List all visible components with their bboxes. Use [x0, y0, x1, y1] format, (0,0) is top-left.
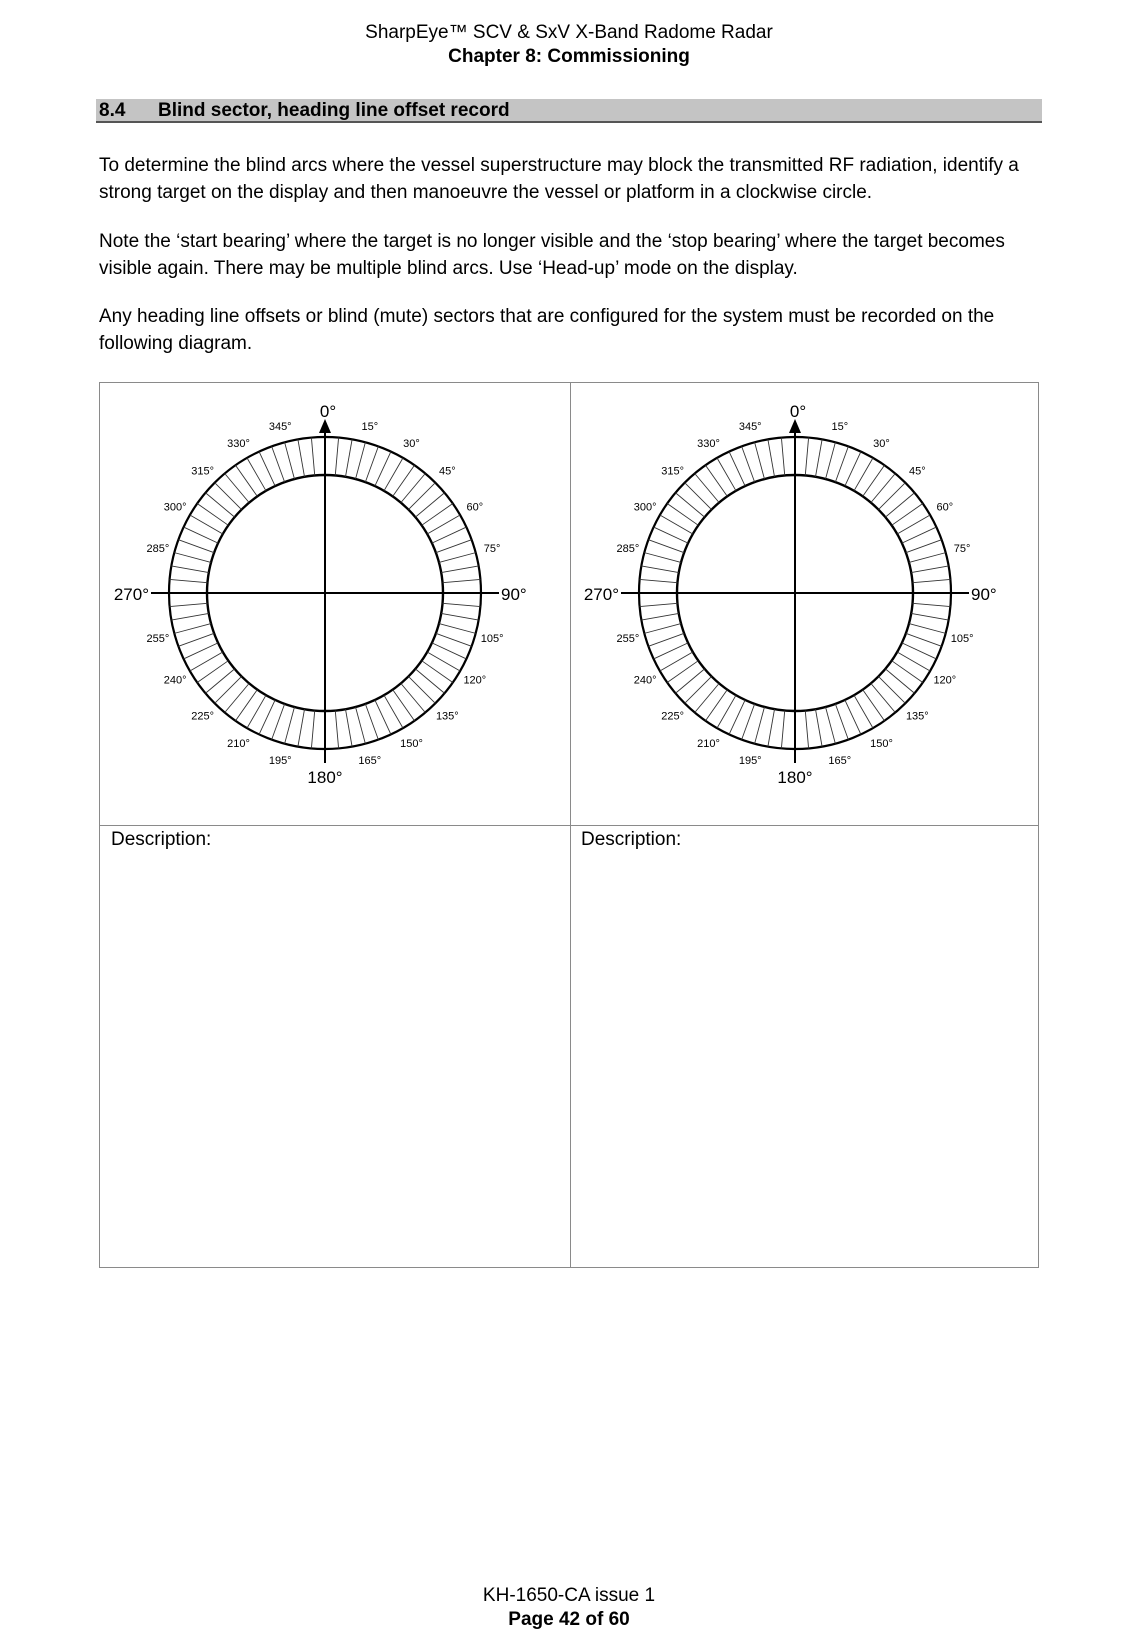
dial-tick-315: [685, 483, 712, 510]
dial-tick-275: [170, 579, 208, 582]
dial-tick-340: [272, 446, 285, 482]
dial-label-300: 300°: [633, 501, 657, 514]
dial-label-330: 330°: [227, 438, 250, 451]
dial-tick-185: [781, 711, 784, 749]
dial-tick-200: [272, 704, 285, 740]
dial-tick-290: [178, 540, 214, 553]
footer-page-number: Page 42 of 60: [508, 1609, 630, 1630]
dial-label-75: 75°: [953, 543, 971, 556]
dial-tick-280: [171, 566, 208, 573]
dial-label-150: 150°: [400, 737, 423, 750]
dial-tick-275: [640, 579, 678, 582]
dial-tick-335: [729, 452, 745, 486]
paragraph-blind-arcs: To determine the blind arcs where the vessel superstructure may block the transmitted RF radiation, identify a strong target on the display and then manoeuvre the vessel or platform in a clockwise circle.: [99, 155, 1019, 203]
dial-tick-15: [826, 442, 836, 479]
dial-tick-205: [259, 700, 275, 734]
dial-tick-115: [902, 643, 936, 659]
dial-tick-350: [298, 439, 305, 476]
dial-label-135: 135°: [905, 710, 929, 723]
dial-label-15: 15°: [831, 420, 849, 433]
dial-tick-350: [768, 439, 775, 476]
dial-tick-140: [871, 683, 895, 712]
dial-tick-10: [345, 439, 352, 476]
dial-label-30: 30°: [873, 438, 890, 451]
dial-label-345: 345°: [738, 420, 762, 433]
dial-label-105: 105°: [950, 632, 974, 645]
dial-tick-195: [285, 707, 295, 744]
dial-tick-50: [415, 493, 444, 517]
dial-tick-285: [174, 553, 211, 563]
dial-tick-135: [408, 676, 435, 703]
dial-tick-25: [375, 452, 391, 486]
dial-tick-130: [415, 669, 444, 693]
dial-tick-155: [845, 700, 861, 734]
dial-tick-190: [768, 709, 775, 746]
dial-label-105: 105°: [480, 632, 504, 645]
dial-tick-250: [178, 633, 214, 646]
dial-label-135: 135°: [435, 710, 459, 723]
dial-tick-40: [871, 473, 895, 502]
dial-tick-220: [225, 683, 249, 712]
dial-label-165: 165°: [828, 755, 852, 768]
dial-tick-50: [885, 493, 914, 517]
dial-tick-70: [436, 540, 472, 553]
dial-tick-65: [902, 527, 936, 543]
north-arrow-icon: [789, 419, 801, 433]
dial-tick-20: [365, 446, 378, 482]
dial-tick-170: [815, 709, 822, 746]
dial-tick-170: [345, 709, 352, 746]
dial-major-label-90: 90°: [971, 585, 997, 604]
dial-tick-105: [909, 624, 946, 634]
dial-label-60: 60°: [936, 501, 954, 514]
dial-major-label-270: 270°: [583, 585, 619, 604]
dial-label-240: 240°: [633, 674, 657, 687]
dial-tick-100: [441, 613, 478, 620]
section-title: Blind sector, heading line offset record: [158, 100, 510, 121]
dial-label-60: 60°: [466, 501, 484, 514]
dial-tick-175: [805, 711, 808, 749]
bearing-dial-left: [113, 393, 550, 803]
dial-tick-165: [356, 707, 366, 744]
dial-tick-65: [432, 527, 466, 543]
dial-tick-260: [171, 613, 208, 620]
dial-label-300: 300°: [163, 501, 187, 514]
dial-tick-320: [225, 473, 249, 502]
chapter-title: Chapter 8: Commissioning: [448, 46, 690, 67]
document-title: SharpEye™ SCV & SxV X-Band Radome Radar: [365, 22, 773, 43]
dial-tick-290: [648, 540, 684, 553]
section-heading: [96, 99, 1042, 123]
dial-tick-315: [215, 483, 242, 510]
dial-label-195: 195°: [268, 755, 292, 768]
dial-label-315: 315°: [191, 465, 215, 478]
dial-tick-345: [285, 442, 295, 479]
dial-tick-185: [311, 711, 314, 749]
dial-tick-255: [644, 624, 681, 634]
dial-tick-265: [640, 603, 678, 606]
dial-tick-45: [878, 483, 905, 510]
dial-tick-230: [675, 669, 704, 693]
dial-label-15: 15°: [361, 420, 379, 433]
dial-tick-20: [835, 446, 848, 482]
dial-tick-160: [365, 704, 378, 740]
dial-tick-265: [170, 603, 208, 606]
dial-tick-230: [205, 669, 234, 693]
dial-tick-75: [439, 553, 476, 563]
dial-tick-155: [375, 700, 391, 734]
description-label-left: Description:: [111, 829, 212, 850]
dial-tick-225: [215, 676, 242, 703]
dial-tick-245: [654, 643, 688, 659]
dial-tick-135: [878, 676, 905, 703]
dial-label-195: 195°: [738, 755, 762, 768]
dial-tick-105: [439, 624, 476, 634]
dial-tick-225: [685, 676, 712, 703]
bearing-dial-right: [583, 393, 1020, 803]
dial-label-285: 285°: [616, 543, 640, 556]
dial-tick-175: [335, 711, 338, 749]
dial-tick-195: [755, 707, 765, 744]
dial-tick-75: [909, 553, 946, 563]
dial-tick-245: [184, 643, 218, 659]
dial-tick-10: [815, 439, 822, 476]
dial-tick-355: [311, 438, 314, 476]
dial-tick-205: [729, 700, 745, 734]
footer-doc-id: KH-1650-CA issue 1: [482, 1585, 656, 1606]
dial-tick-345: [755, 442, 765, 479]
north-arrow-icon: [319, 419, 331, 433]
dial-label-255: 255°: [616, 632, 640, 645]
dial-tick-45: [408, 483, 435, 510]
dial-major-label-90: 90°: [501, 585, 527, 604]
dial-tick-165: [826, 707, 836, 744]
dial-tick-160: [835, 704, 848, 740]
dial-label-285: 285°: [146, 543, 170, 556]
dial-tick-335: [259, 452, 275, 486]
dial-major-label-270: 270°: [113, 585, 149, 604]
dial-label-210: 210°: [227, 737, 250, 750]
dial-tick-310: [205, 493, 234, 517]
dial-label-165: 165°: [358, 755, 382, 768]
dial-tick-5: [335, 438, 338, 476]
table-row-divider: [100, 825, 1038, 826]
dial-tick-5: [805, 438, 808, 476]
dial-tick-95: [913, 603, 951, 606]
dial-tick-85: [443, 579, 481, 582]
dial-tick-115: [432, 643, 466, 659]
dial-tick-25: [845, 452, 861, 486]
dial-tick-140: [401, 683, 425, 712]
dial-major-label-180: 180°: [307, 768, 343, 787]
dial-tick-110: [906, 633, 942, 646]
dial-label-150: 150°: [870, 737, 893, 750]
dial-label-330: 330°: [697, 438, 720, 451]
dial-tick-130: [885, 669, 914, 693]
dial-label-255: 255°: [146, 632, 170, 645]
dial-major-label-0: 0°: [319, 402, 337, 421]
dial-label-210: 210°: [697, 737, 720, 750]
dial-tick-295: [654, 527, 688, 543]
dial-major-label-180: 180°: [777, 768, 813, 787]
dial-tick-95: [443, 603, 481, 606]
dial-tick-310: [675, 493, 704, 517]
section-number: 8.4: [99, 100, 126, 121]
dial-tick-15: [356, 442, 366, 479]
dial-label-75: 75°: [483, 543, 501, 556]
dial-tick-85: [913, 579, 951, 582]
dial-tick-340: [742, 446, 755, 482]
dial-tick-285: [644, 553, 681, 563]
dial-tick-80: [441, 566, 478, 573]
dial-tick-320: [695, 473, 719, 502]
dial-tick-250: [648, 633, 684, 646]
dial-tick-255: [174, 624, 211, 634]
dial-label-225: 225°: [191, 710, 215, 723]
dial-tick-40: [401, 473, 425, 502]
dial-label-120: 120°: [933, 674, 957, 687]
blind-sector-record-table: [99, 382, 1039, 1268]
dial-tick-100: [911, 613, 948, 620]
dial-label-225: 225°: [661, 710, 685, 723]
dial-major-label-0: 0°: [789, 402, 807, 421]
dial-tick-355: [781, 438, 784, 476]
dial-label-30: 30°: [403, 438, 420, 451]
dial-label-45: 45°: [909, 465, 926, 478]
dial-label-240: 240°: [163, 674, 187, 687]
dial-label-45: 45°: [439, 465, 456, 478]
dial-tick-220: [695, 683, 719, 712]
dial-tick-200: [742, 704, 755, 740]
dial-label-315: 315°: [661, 465, 685, 478]
dial-tick-260: [641, 613, 678, 620]
dial-tick-190: [298, 709, 305, 746]
dial-tick-70: [906, 540, 942, 553]
paragraph-start-stop-bearing: Note the ‘start bearing’ where the target is no longer visible and the ‘stop bearing’ where the target becomes visible again. There may be multiple blind arcs. Use ‘Head-up’ mode on the display.: [99, 231, 1005, 279]
dial-tick-110: [436, 633, 472, 646]
paragraph-record-instructions: Any heading line offsets or blind (mute) sectors that are configured for the system must be recorded on the following diagram.: [99, 306, 995, 354]
dial-label-345: 345°: [268, 420, 292, 433]
dial-tick-295: [184, 527, 218, 543]
dial-tick-80: [911, 566, 948, 573]
description-label-right: Description:: [581, 829, 682, 850]
dial-tick-280: [641, 566, 678, 573]
dial-label-120: 120°: [463, 674, 487, 687]
